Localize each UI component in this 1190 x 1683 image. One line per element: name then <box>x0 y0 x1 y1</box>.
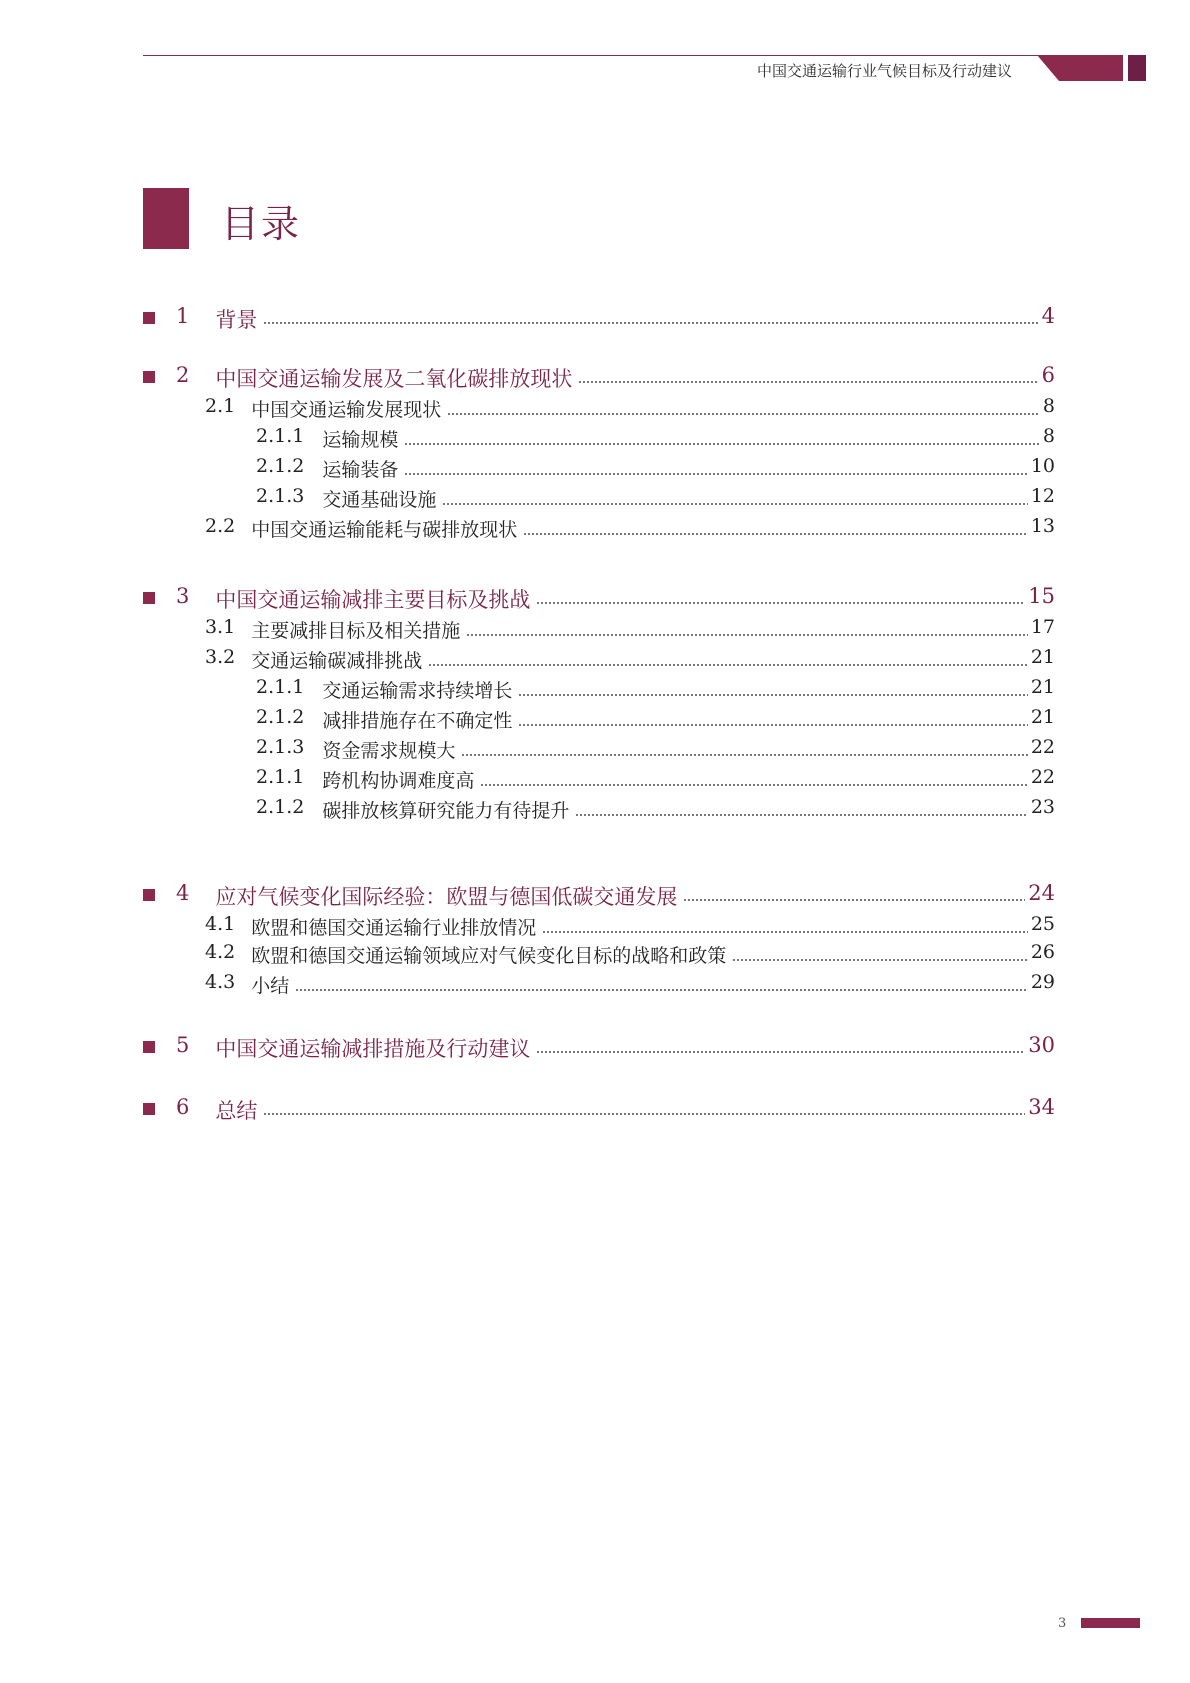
toc-entry-label: 应对气候变化国际经验：欧盟与德国低碳交通发展 <box>215 885 678 909</box>
toc-entry-page: 34 <box>1028 1095 1055 1119</box>
toc-dot-leader <box>466 634 1028 636</box>
toc-entry[interactable] <box>0 1029 1190 1061</box>
toc-entry-label: 主要减排目标及相关措施 <box>251 620 461 642</box>
toc-entry-page: 21 <box>1030 646 1055 668</box>
toc-entry[interactable] <box>0 391 1190 423</box>
toc-entry[interactable] <box>0 937 1190 969</box>
header-accent-shape <box>1037 55 1123 81</box>
toc-entry-number: 2.1.2 <box>256 706 305 728</box>
toc-entry-page: 29 <box>1030 971 1055 993</box>
toc-entry-label: 中国交通运输减排主要目标及挑战 <box>215 588 531 612</box>
toc-bullet-icon <box>143 592 155 604</box>
toc-dot-leader <box>461 754 1027 756</box>
toc-entry-label: 减排措施存在不确定性 <box>322 710 513 732</box>
toc-entry-label: 交通基础设施 <box>322 489 437 511</box>
toc-bullet-icon <box>143 889 155 901</box>
toc-bullet-icon <box>143 312 155 324</box>
toc-entry-number: 1 <box>176 304 190 328</box>
toc-entry[interactable] <box>0 511 1190 543</box>
toc-entry[interactable] <box>0 732 1190 764</box>
toc-entry-page: 21 <box>1030 706 1055 728</box>
toc-entry-number: 3.2 <box>205 646 236 668</box>
toc-entry-page: 26 <box>1030 941 1055 963</box>
toc-entry-number: 3.1 <box>205 616 236 638</box>
header-accent-square <box>1128 55 1146 81</box>
toc-entry-page: 6 <box>1041 363 1055 387</box>
toc-entry-label: 中国交通运输发展现状 <box>251 399 442 421</box>
toc-entry-number: 2.1.1 <box>256 676 305 698</box>
toc-entry-page: 10 <box>1030 455 1055 477</box>
toc-dot-leader <box>263 1113 1025 1115</box>
footer-page-number: 3 <box>1058 1616 1067 1631</box>
toc-entry[interactable] <box>0 1091 1190 1123</box>
toc-entry[interactable] <box>0 792 1190 824</box>
toc-entry-number: 3 <box>176 584 190 608</box>
title-accent-block <box>143 188 189 249</box>
toc-entry-page: 21 <box>1030 676 1055 698</box>
toc-entry-page: 25 <box>1030 913 1055 935</box>
toc-entry-page: 17 <box>1030 616 1055 638</box>
toc-dot-leader <box>578 381 1038 383</box>
toc-entry-number: 2.1.3 <box>256 485 305 507</box>
toc-entry[interactable] <box>0 580 1190 612</box>
toc-entry[interactable] <box>0 421 1190 453</box>
toc-dot-leader <box>295 989 1028 991</box>
toc-entry-number: 4 <box>176 881 190 905</box>
toc-entry-page: 23 <box>1030 796 1055 818</box>
toc-entry-number: 2.1.2 <box>256 455 305 477</box>
toc-entry[interactable] <box>0 451 1190 483</box>
toc-entry[interactable] <box>0 642 1190 674</box>
toc-entry-label: 运输规模 <box>322 429 399 451</box>
toc-entry-number: 2.2 <box>205 515 236 537</box>
toc-entry-page: 15 <box>1028 584 1055 608</box>
toc-entry-page: 8 <box>1042 425 1055 447</box>
toc-dot-leader <box>518 724 1027 726</box>
toc-dot-leader <box>404 443 1040 445</box>
toc-entry[interactable] <box>0 359 1190 391</box>
toc-entry-label: 交通运输需求持续增长 <box>322 680 513 702</box>
toc-dot-leader <box>575 814 1027 816</box>
toc-entry-label: 中国交通运输减排措施及行动建议 <box>215 1037 531 1061</box>
toc-entry[interactable] <box>0 672 1190 704</box>
toc-entry[interactable] <box>0 300 1190 332</box>
toc-entry-page: 13 <box>1030 515 1055 537</box>
toc-dot-leader <box>732 959 1028 961</box>
toc-entry[interactable] <box>0 877 1190 909</box>
toc-entry-label: 总结 <box>215 1099 258 1123</box>
toc-dot-leader <box>263 322 1038 324</box>
toc-entry-number: 2 <box>176 363 190 387</box>
toc-entry-page: 4 <box>1041 304 1055 328</box>
toc-entry[interactable] <box>0 481 1190 513</box>
page-title: 目录 <box>221 202 302 246</box>
header-rule <box>143 55 1038 56</box>
toc-bullet-icon <box>143 1041 155 1053</box>
toc-dot-leader <box>536 1051 1025 1053</box>
toc-entry[interactable] <box>0 967 1190 999</box>
toc-entry-page: 22 <box>1030 736 1055 758</box>
toc-entry-page: 24 <box>1028 881 1055 905</box>
toc-entry[interactable] <box>0 612 1190 644</box>
toc-entry[interactable] <box>0 762 1190 794</box>
toc-entry-page: 12 <box>1030 485 1055 507</box>
toc-entry-label: 背景 <box>215 308 258 332</box>
toc-entry[interactable] <box>0 702 1190 734</box>
toc-entry-number: 2.1.3 <box>256 736 305 758</box>
toc-bullet-icon <box>143 1103 155 1115</box>
toc-entry-number: 5 <box>176 1033 190 1057</box>
toc-entry-label: 中国交通运输发展及二氧化碳排放现状 <box>215 367 573 391</box>
toc-entry-number: 4.3 <box>205 971 236 993</box>
toc-dot-leader <box>523 533 1028 535</box>
toc-bullet-icon <box>143 371 155 383</box>
toc-entry-number: 2.1.1 <box>256 766 305 788</box>
toc-entry-page: 30 <box>1028 1033 1055 1057</box>
toc-entry-label: 碳排放核算研究能力有待提升 <box>322 800 570 822</box>
toc-dot-leader <box>447 413 1040 415</box>
toc-entry-label: 欧盟和德国交通运输行业排放情况 <box>251 917 537 939</box>
toc-entry-number: 2.1.1 <box>256 425 305 447</box>
toc-entry-page: 22 <box>1030 766 1055 788</box>
toc-entry-number: 2.1 <box>205 395 236 417</box>
toc-entry-label: 资金需求规模大 <box>322 740 456 762</box>
toc-entry-number: 4.1 <box>205 913 236 935</box>
toc-dot-leader <box>683 899 1025 901</box>
header-title: 中国交通运输行业气候目标及行动建议 <box>756 62 1012 80</box>
toc-dot-leader <box>428 664 1028 666</box>
toc-entry-label: 小结 <box>251 975 290 997</box>
toc-entry-label: 欧盟和德国交通运输领域应对气候变化目标的战略和政策 <box>251 945 727 967</box>
toc-dot-leader <box>480 784 1027 786</box>
toc-entry-number: 4.2 <box>205 941 236 963</box>
toc-dot-leader <box>536 602 1025 604</box>
footer-accent-bar <box>1081 1618 1140 1628</box>
toc-dot-leader <box>518 694 1027 696</box>
toc-entry-label: 运输装备 <box>322 459 399 481</box>
toc-dot-leader <box>404 473 1027 475</box>
toc-entry-label: 交通运输碳减排挑战 <box>251 650 423 672</box>
toc-dot-leader <box>542 931 1028 933</box>
toc-entry-number: 2.1.2 <box>256 796 305 818</box>
toc-entry-label: 中国交通运输能耗与碳排放现状 <box>251 519 518 541</box>
toc-entry-number: 6 <box>176 1095 190 1119</box>
toc-entry-page: 8 <box>1042 395 1055 417</box>
toc-entry-label: 跨机构协调难度高 <box>322 770 475 792</box>
toc-dot-leader <box>442 503 1027 505</box>
